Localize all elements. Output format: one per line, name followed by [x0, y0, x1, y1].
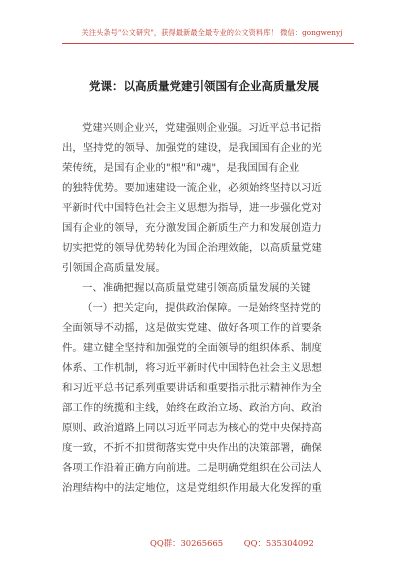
header-divider — [62, 43, 354, 44]
body-line: 荣传统，是国有企业的"根"和"魂"，是我国国有企业 — [62, 162, 300, 174]
body-line: 件。建立健全坚持和加强党的全面领导的组织体系、制度 — [62, 342, 322, 354]
body-line: 全面领导不动摇，这是做实党建、做好各项工作的首要条 — [62, 322, 322, 334]
body-line: 部工作的统揽和主线，始终在政治立场、政治方向、政治 — [62, 402, 322, 414]
body-line: 国有企业的领导，充分激发国企新质生产力和发展创造力 — [62, 222, 322, 234]
body-line: 引领国企高质量发展。 — [62, 262, 166, 274]
header-promo: 关注头条号"公文研究"，获得最新最全最专业的公文资料库！ 微信：gongwenyj — [81, 28, 343, 37]
document-body — [62, 118, 352, 498]
document-title: 党课：以高质量党建引领国有企业高质量发展 — [89, 79, 319, 93]
body-line: 度一致，不折不扣贯彻落实党中央作出的决策部署，确保 — [62, 442, 322, 454]
footer-qq: QQ：535304092 — [243, 538, 314, 548]
body-line: 体系、工作机制，将习近平新时代中国特色社会主义思想 — [62, 362, 322, 374]
body-line: （一）把关定向，提供政治保障。一是始终坚持党的 — [82, 302, 321, 314]
body-line: 的独特优势。要加速建设一流企业，必须始终坚持以习近 — [62, 182, 322, 194]
footer-qq-group: QQ群：30265665 — [150, 538, 224, 548]
body-line: 各项工作沿着正确方向前进。二是明确党组织在公司法人 — [62, 462, 322, 474]
body-line: 和习近平总书记系列重要讲话和重要指示批示精神作为全 — [62, 382, 322, 394]
body-line: 原则、政治道路上同以习近平同志为核心的党中央保持高 — [62, 422, 322, 434]
footer-contact — [150, 537, 314, 549]
body-line: 出，坚持党的领导、加强党的建设，是我国国有企业的光 — [62, 142, 322, 154]
body-line: 治理结构中的法定地位，这是党组织作用最大化发挥的重 — [62, 482, 322, 494]
body-line: 切实把党的领导优势转化为国企治理效能，以高质量党建 — [62, 242, 322, 254]
body-line: 党建兴则企业兴，党建强则企业强。习近平总书记指 — [82, 122, 321, 134]
body-line: 平新时代中国特色社会主义思想为指导，进一步强化党对 — [62, 202, 322, 214]
section-heading: 一、准确把握以高质量党建引领高质量发展的关键 — [82, 282, 311, 294]
